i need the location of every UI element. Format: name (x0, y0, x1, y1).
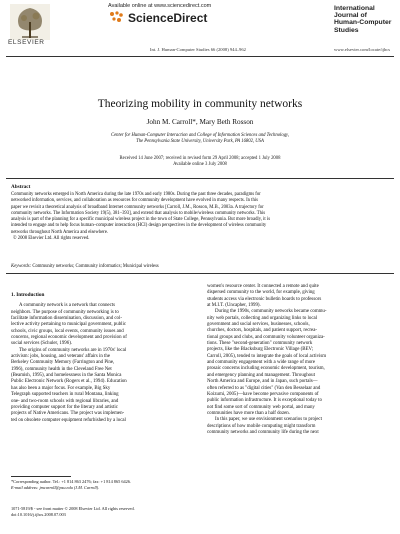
body-text-line: Carroll, 2005), tended to integrate the goals of local activism (207, 353, 327, 359)
body-text-line: tional groups and clubs, and community volunteer organiza- (207, 334, 325, 340)
body-text-line: dispersed community to the world, for example, giving (207, 290, 315, 296)
body-text-line: neighbors. The purpose of community networking is to (11, 309, 119, 315)
body-text-line: Public Electronic Network (Rogers et al., 1994). Education (11, 379, 127, 385)
body-text-line: communities have more than a half dozen. (207, 410, 290, 416)
publisher-name: ELSEVIER (8, 39, 45, 46)
body-text-line: community networks and community life during the next (207, 429, 319, 435)
journal-title: International Journal of Human-Computer Studies (334, 5, 392, 34)
article-title: Theorizing mobility in community networks (97, 98, 303, 110)
abstract-heading: Abstract (11, 184, 31, 190)
body-text-line: 1996), community health in the Cleveland Free Net (11, 366, 112, 372)
body-text-line: projects, like the Blacksburg Electronic Village (BEV; (207, 347, 314, 353)
body-text-line: North America and Europe, and in Japan, such portals— (207, 379, 318, 385)
journal-url[interactable]: www.elsevier.com/locate/ijhcs (334, 47, 391, 52)
body-text-line: social services (Schuler, 1996). (11, 341, 73, 347)
body-text-line: at M.I.T. (Uncapher, 1999). (207, 303, 261, 309)
body-text-line: one- and two-room schools with regional libraries, and (11, 398, 119, 404)
body-text-line: The origins of community networks are in 1970s' local (19, 347, 127, 353)
body-text-line: Telegraph supported teachers in rural Montana, linking (11, 392, 119, 398)
body-text-line: lective activity pertaining to municipal government, public (11, 322, 127, 328)
body-text-line: prosaic concerns including economic development, tourism, (207, 366, 325, 372)
article-authors: John M. Carroll*, Mary Beth Rosson (146, 118, 254, 126)
body-text-line: ted on obsolete computer equipment refurbished by a local (11, 417, 126, 423)
body-text-line: descriptions of how mobile computing might transform (207, 423, 316, 429)
body-text-line: facilitate information dissemination, discussion, and col- (11, 316, 122, 322)
abstract-text: Community networks emerged in North America during the late 1970s and early 1980s. During the past three decades, paradigms for networked information, services, and collaboration as resources for community development have evolved in many respects. In this paper we revisit a theoretical analysis of broadband Internet community networks [Carroll, J.M., Rosson, M.B., 2003a. A trajectory for community networks. The Information Society 19(5), 381–393], and extend that analysis to mobile/wireless community networks. This analysis is part of the planning for a specific municipal wireless project in the town of State College, Pennsylvania. But more broadly, it is intended to engage and to help focus human–computer interaction (HCI) design perspectives in the development of wireless community networks throughout North America and elsewhere. © 2008 Elsevier Ltd. All rights reserved. (11, 192, 271, 241)
sciencedirect-logo-icon (108, 10, 126, 24)
corresponding-author-note: *Corresponding author. Tel.: +1 814 863 2476; fax: +1 814 865 6426. (11, 479, 131, 484)
received-dates: Received 14 June 2007; received in revised form 29 April 2008; accepted 1 July 2008 Available online 3 July 2008 (119, 156, 281, 168)
body-text-line: In this paper, we use envisionment scenarios to project (215, 417, 322, 423)
body-text-line: Berkeley Community Memory (Farrington and Pine, (11, 360, 115, 366)
body-text-line: not find some sort of community web portal, and many (207, 404, 315, 410)
body-text-line: public information infrastructure. It is exceptional today to (207, 398, 322, 404)
doi-line[interactable]: doi:10.1016/j.ijhcs.2008.07.003 (11, 512, 66, 517)
body-text-line: often referred to as "digital cities" (Van den Besselaar and (207, 385, 321, 391)
body-text-line: schools, civic groups, local events, community issues and (11, 328, 124, 334)
header-rule (6, 56, 394, 57)
issn-line: 1071-5819/$ - see front matter © 2008 Elsevier Ltd. All rights reserved. (11, 506, 135, 511)
section-heading-introduction: 1. Introduction (11, 292, 45, 298)
body-top-rule (6, 273, 394, 274)
body-text-line: concerns, regional economic development and provision of (11, 335, 127, 341)
keywords-line: Keywords: Community networks; Community informatics; Municipal wireless (11, 264, 159, 269)
body-text-line: activism: jobs, housing, and veterans' affairs in the (11, 354, 110, 360)
body-text-line: government and social services, businesses, schools, (207, 322, 310, 328)
body-text-line: A community network is a network that connects (19, 303, 116, 309)
body-text-line: (Beamish, 1995), and homelessness in the Santa Monica (11, 373, 122, 379)
author-affiliation: Center for Human-Computer Interaction and College of Information Sciences and Technology, The Pennsylvania State University, University Park, PA 16802, USA (110, 133, 290, 145)
body-text-line: women's resource center. It connected a remote and quite (207, 284, 319, 289)
journal-citation: Int. J. Human-Computer Studies 66 (2008) 944–962 (150, 47, 246, 52)
body-text-line: providing computer support for the literary and artistic (11, 404, 118, 410)
body-text-line: During the 1990s, community networks became commu- (215, 309, 327, 315)
footnote-rule (11, 476, 71, 477)
abstract-top-rule (6, 178, 394, 179)
body-text-line: projects of Native Americans. The project was implemen- (11, 411, 125, 417)
body-right-column (207, 284, 390, 436)
body-text-line: Koizumi, 2005)—have become pervasive components of (207, 391, 319, 397)
body-text-line: has also been a major focus. For example, Big Sky (11, 385, 111, 391)
body-text-line: nity web portals, collecting and organizing links to local (207, 315, 318, 321)
body-text-line: and community engagement with a wide range of more (207, 360, 316, 366)
available-online-text: Available online at www.sciencedirect.com (108, 3, 212, 9)
body-left-column (11, 292, 193, 424)
body-text-line: students access via electronic bulletin boards to professors (207, 296, 322, 302)
elsevier-tree-logo (10, 4, 50, 40)
body-text-line: and emergency planning and management. Throughout (207, 372, 315, 378)
body-text-line: tions. These "second-generation" community network (207, 341, 313, 347)
email-note[interactable]: E-mail address: jmcarroll@psu.edu (J.M. Carroll). (11, 485, 100, 490)
sciencedirect-wordmark: ScienceDirect (128, 11, 208, 25)
body-text-line: churches, doctors, hospitals, and patient support, recrea- (207, 328, 318, 334)
